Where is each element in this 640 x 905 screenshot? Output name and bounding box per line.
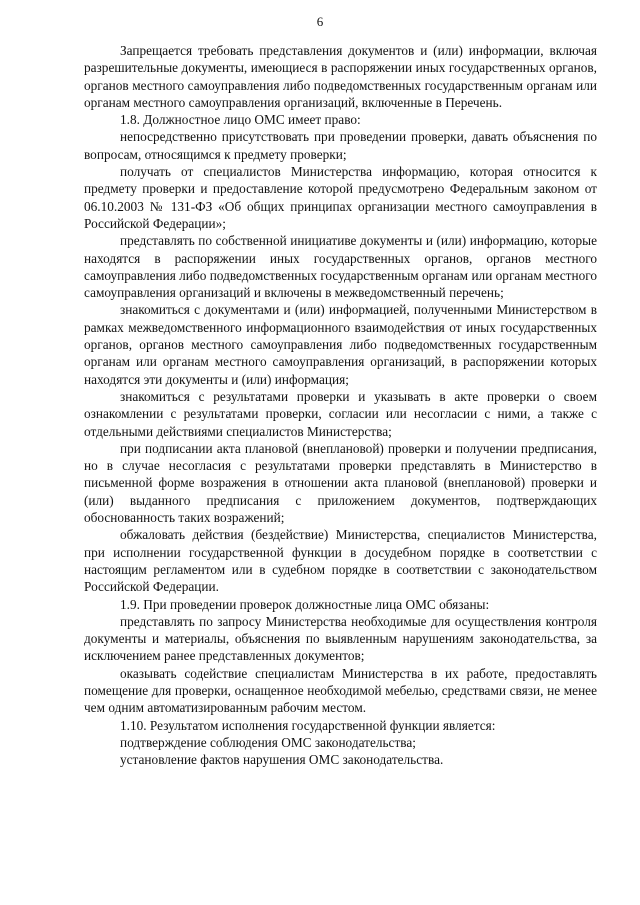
list-item: знакомиться с результатами проверки и указывать в акте проверки о своем ознакомлении с результатами проверки, согласии или несогласии с ними, а также с отдельными действиями специалистов Министерства; [84,388,597,439]
list-item: непосредственно присутствовать при проведении проверки, давать объяснения по вопросам, относящимся к предмету проверки; [84,129,597,162]
paragraph-prohibition: Запрещается требовать представления документов и (или) информации, включая разрешительные документы, имеющиеся в распоряжении иных государственных органов, органов местного самоуправления либо подведомственных государственным органам или органам местного самоуправления организаций, включенные в Перечень. [84,43,597,110]
list-item: при подписании акта плановой (внеплановой) проверки и получении предписания, но в случае несогласия с результатами проверки представлять в Министерство в письменной форме возражения в отношении акта плановой (внеплановой) проверки и (или) выданного предписания с приложением документов, подтверждающих обоснованность таких возражений; [84,440,597,526]
section-heading-1-8: 1.8. Должностное лицо ОМС имеет право: [120,112,361,128]
list-item: оказывать содействие специалистам Министерства в их работе, предоставлять помещение для проверки, оснащенное необходимой мебелью, средствами связи, не менее чем одним автоматизированным рабочим местом. [84,665,597,716]
document-body [84,42,597,768]
list-item: знакомиться с документами и (или) информацией, полученными Министерством в рамках межведомственного информационного взаимодействия от иных государственных органов, органов местного самоуправления либо подведомственных государственным органам или органам местного самоуправления организаций, в распоряжении которых находятся эти документы и (или) информация; [84,302,597,387]
list-item: установление фактов нарушения ОМС законодательства. [120,752,444,768]
page-number: 6 [316,14,324,29]
list-item: обжаловать действия (бездействие) Министерства, специалистов Министерства, при исполнении государственной функции в досудебном порядке в соответствии с настоящим регламентом или в судебном порядке в соответствии с законодательством Российской Федерации. [84,527,597,595]
list-item: представлять по собственной инициативе документы и (или) информацию, которые находятся в распоряжении иных государственных органов, органов местного самоуправления либо подведомственных государственным органам или органам местного самоуправления организаций и включены в межведомственный перечень; [84,233,597,301]
section-heading-1-9: 1.9. При проведении проверок должностные лица ОМС обязаны: [120,596,490,612]
section-heading-1-10: 1.10. Результатом исполнения государственной функции является: [120,717,496,733]
list-item: получать от специалистов Министерства информацию, которая относится к предмету проверки и предоставление которой предусмотрено Федеральным законом от 06.10.2003 № 131-ФЗ «Об общих принципах организации местного самоуправления в Российской Федерации»; [84,164,597,231]
list-item: подтверждение соблюдения ОМС законодательства; [120,734,416,750]
list-item: представлять по запросу Министерства необходимые для осуществления контроля документы и материалы, объяснения по выявленным нарушениям законодательства, за исключением ранее представленных документов; [84,613,597,664]
